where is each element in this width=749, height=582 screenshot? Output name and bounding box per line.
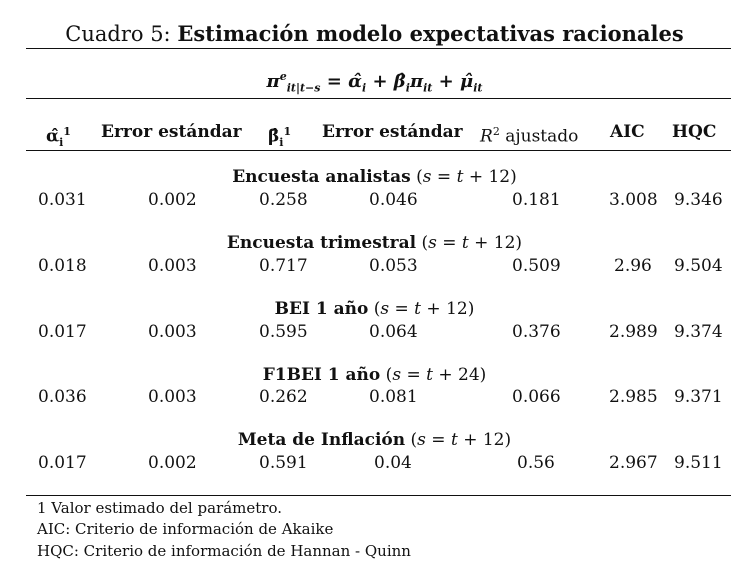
cell-aic: 2.967 [609,453,658,473]
cell-hqc: 9.346 [674,190,723,210]
header-rule [26,150,731,151]
table-title-main: Estimación modelo expectativas racionales [177,21,684,46]
cell-error-1: 0.003 [148,256,197,276]
cell-hqc: 9.374 [674,322,723,342]
footnote-aic: AIC: Criterio de información de Akaike [37,520,334,538]
cell-alpha: 0.031 [38,190,87,210]
header-error-2: Error estándar [322,122,463,142]
footnote-parameter: 1 Valor estimado del parámetro. [37,499,282,517]
header-alpha: $\alphâ_i^1$ [46,125,71,150]
cell-hqc: 9.511 [674,453,723,473]
header-hqc: HQC [672,122,717,142]
cell-r2: 0.066 [512,387,561,407]
cell-error-2: 0.053 [369,256,418,276]
cell-error-1: 0.002 [148,453,197,473]
table-title-prefix: Cuadro 5: [65,22,171,46]
cell-beta: 0.591 [259,453,308,473]
cell-beta: 0.258 [259,190,308,210]
bottom-rule [26,495,731,496]
cell-aic: 3.008 [609,190,658,210]
cell-r2: 0.181 [512,190,561,210]
cell-alpha: 0.036 [38,387,87,407]
cell-alpha: 0.017 [38,322,87,342]
footnote-hqc: HQC: Criterio de información de Hannan - Quinn [37,542,411,560]
section-title: BEI 1 año (s = t + 12) [274,299,475,319]
cell-error-2: 0.081 [369,387,418,407]
section-title: Encuesta trimestral (s = t + 12) [226,233,523,253]
cell-error-1: 0.003 [148,387,197,407]
cell-r2: 0.56 [517,453,555,473]
equation-rule [26,98,731,99]
cell-r2: 0.376 [512,322,561,342]
cell-r2: 0.509 [512,256,561,276]
cell-error-2: 0.04 [374,453,412,473]
cell-error-1: 0.003 [148,322,197,342]
cell-aic: 2.985 [609,387,658,407]
cell-beta: 0.717 [259,256,308,276]
cell-alpha: 0.018 [38,256,87,276]
cell-beta: 0.262 [259,387,308,407]
cell-hqc: 9.504 [674,256,723,276]
cell-beta: 0.595 [259,322,308,342]
table-title [0,20,749,48]
header-r2: $R^2$ ajustado [480,125,579,147]
header-error-1: Error estándar [101,122,242,142]
header-beta: $\betâ_i^1$ [268,125,292,150]
model-equation: $\pi^e_{it|t-s}$ = $\alphâ_i$ + $\betâ_i\pi_{it}$ + $\mû_{it}$ [266,70,483,95]
cell-aic: 2.96 [614,256,652,276]
section-title: F1BEI 1 año (s = t + 24) [262,365,487,385]
cell-error-1: 0.002 [148,190,197,210]
top-rule [26,48,731,49]
cell-hqc: 9.371 [674,387,723,407]
section-title: Meta de Inflación (s = t + 12) [237,430,512,450]
cell-aic: 2.989 [609,322,658,342]
section-title: Encuesta analistas (s = t + 12) [232,167,517,187]
cell-error-2: 0.046 [369,190,418,210]
cell-alpha: 0.017 [38,453,87,473]
header-aic: AIC [610,122,645,142]
cell-error-2: 0.064 [369,322,418,342]
